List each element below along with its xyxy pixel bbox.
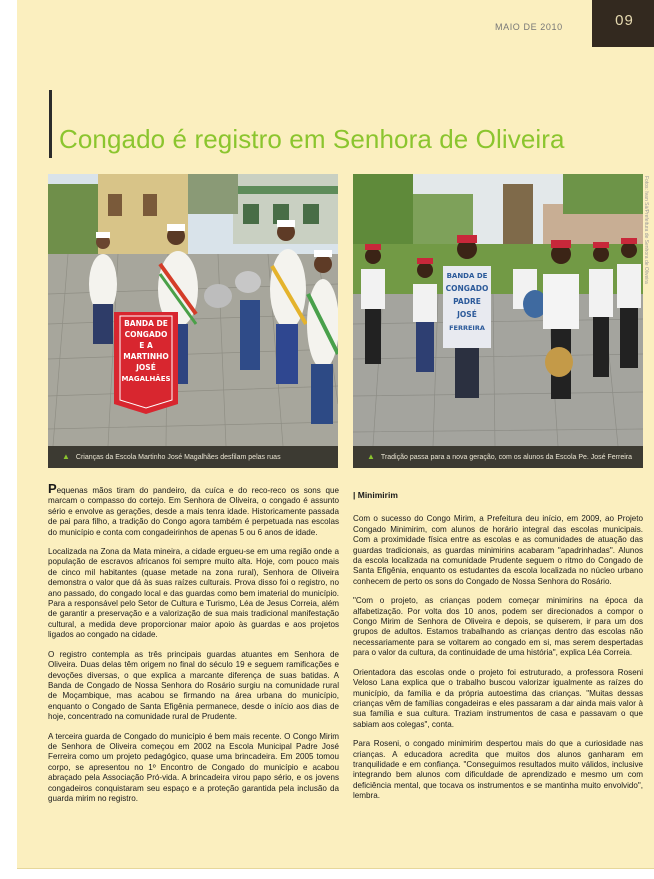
banner-right-line-4: JOSÉ: [457, 310, 477, 319]
banner-right-line-2: CONGADO: [445, 284, 489, 293]
banner-left-line-3: E A: [139, 341, 153, 350]
banner-right-line-1: BANDA DE: [446, 272, 488, 280]
banner-left-line-6: MAGALHÃES: [121, 375, 171, 383]
banner-right-line-3: PADRE: [453, 297, 481, 306]
article-title: Congado é registro em Senhora de Oliveira: [59, 124, 565, 155]
article-column-right: [353, 490, 643, 811]
banner-left-line-2: CONGADO: [124, 330, 168, 339]
banner-left-line-4: MARTINHO: [123, 352, 169, 361]
paragraph-text: equenas mãos tiram do pandeiro, da cuíca e do reco-reco os sons que marcam o compasso do cortejo. Em Senhora de Oliveira, o congado é assunto sério e envolve as gerações, desde a mais tenra idade. Historicamente passada de pai para filho, a tradição do Congo agora também é perpetuada nas escolas do município e conta com congadeirinhos de apenas 5 ou 6 anos de idade.: [48, 486, 339, 537]
banner-left-line-5: JOSÉ: [136, 363, 156, 372]
photo-left-caption-text: Crianças da Escola Martinho José Magalhães desfilam pelas ruas: [75, 454, 281, 461]
banner-right-line-5: FERREIRA: [449, 324, 485, 332]
paragraph: O registro contempla as três principais guardas atuantes em Senhora de Oliveira. Duas delas têm origem no final do século 19 e seguem ramificações e devoções diversas, o que explica a marcante diferença de suas batidas. A Banda de Congado de Nossa Senhora do Rosário surgiu na comunidade rural de Moçambique, mas acabou se firmando na área urbana do município, enquanto o Congado de Santa Efigênia permanece, desde o início aos dias de hoje, concentrado na comunidade rural de Prudente.: [48, 649, 339, 722]
caption-arrow-icon: ▲: [62, 452, 70, 461]
photo-right-caption: [353, 446, 643, 468]
photo-parade-left: [48, 174, 338, 446]
photo-left-caption: [48, 446, 338, 468]
paragraph: Localizada na Zona da Mata mineira, a cidade ergueu-se em uma região onde a população de escravos africanos foi sempre muito alta. Hoje, com pouco mais de cinco mil habitantes (quase metade na zona rural), Senhora de Oliveira demonstra o valor que dá às suas raízes culturais. Prova disso foi o registro, no ano passado, do congado local e das guardas como bem imaterial do município. Para a responsável pelo Setor de Cultura e Turismo, Léa de Jesus Correia, além de garantir a preservação e a valorização de sua mais tradicional manifestação cultural, a medida deve proporcionar maior apoio às guardas e aos projetos ligados ao congado na cidade.: [48, 547, 339, 640]
title-accent-bar: [49, 90, 52, 158]
paragraph: "Com o projeto, as crianças podem começar minimirins na época da alfabetização. Por volta dos 10 anos, podem ser direcionados a compor o Congo Mirim de Senhora de Oliveira e depois, se quiserem, ir para um dos grupos de adultos. Estamos trabalhando as crianças dentro das escolas não necessariamente para se voltarem ao congado em si, mas serem despertadas para o valor da cultura, da continuidade de uma história", explica Léa Correia.: [353, 596, 643, 658]
banner-left-line-1: BANDA DE: [124, 319, 168, 328]
paragraph: Com o sucesso do Congo Mirim, a Prefeitura deu início, em 2009, ao Projeto Congado Minimirim, com alunos de horário integral das escolas municipais. Com a proximidade física entre as escolas e as comunidades de atuação das guardas tradicionais, as guardas minimirins acabaram "apadrinhadas". Alunos da escola localizada na comunidade Prudente seguem o ritmo do Congado de Santa Efigênia, enquanto os estudantes da escola localizada no núcleo urbano conhecem de perto os sons do Congado de Nossa Senhora do Rosário.: [353, 514, 643, 586]
photo-right-caption-text: Tradição passa para a nova geração, com os alunos da Escola Pe. José Ferreira: [380, 454, 633, 461]
photo-credit: Fotos: Ivan Sá/Prefeitura de Senhora de Oliveira: [643, 176, 649, 284]
paragraph: A terceira guarda de Congado do município é bem mais recente. O Congo Mirim de Senhora de Oliveira começou em 2002 na Escola Municipal Padre José Ferreira como um projeto pedagógico, quase uma brincadeira. Em 2005 tomou corpo, se apresentou no 1º Encontro de Congado do município e acabou abraçado pela Associação Pró-vida. A brincadeira virou papo sério, e os jovens congadeiros conquistaram seu espaço e a proteção garantida pela inclusão da guarda mirim no registro.: [48, 731, 339, 803]
banner-left: [114, 312, 178, 414]
paragraph: Orientadora das escolas onde o projeto foi estruturado, a professora Roseni Veloso Lana explica que o trabalho buscou valorizar igualmente as raízes do município, da família e da própria autoestima das crianças. "Muitas dessas crianças vêm de famílias congadeiras e eles passaram a dar ainda mais valor à sua família e sua cultura. Traziam instrumentos de casa e passavam o que sabiam aos colegas", conta.: [353, 667, 643, 729]
section-heading: | Minimirim: [353, 490, 398, 500]
page-number: 09: [592, 0, 654, 47]
article-column-left: [48, 481, 339, 813]
photo-parade-right: [353, 174, 643, 446]
paragraph: [48, 481, 339, 538]
paragraph: Para Roseni, o congado minimirim despertou mais do que a curiosidade nas crianças. A educadora acredita que muitos dos alunos ganharam em tranquilidade e em confiança. "Conseguimos resultados muito válidos, inclusive integrando bem alunos com dificuldade de aprendizado e mesmo um com deficiência mental, que tocava os instrumentos e se mantinha muito envolvido", lembra.: [353, 739, 643, 801]
magazine-page: [17, 0, 654, 869]
caption-arrow-icon: ▲: [367, 452, 375, 461]
drop-cap: P: [48, 481, 57, 496]
issue-date: MAIO DE 2010: [495, 22, 563, 32]
